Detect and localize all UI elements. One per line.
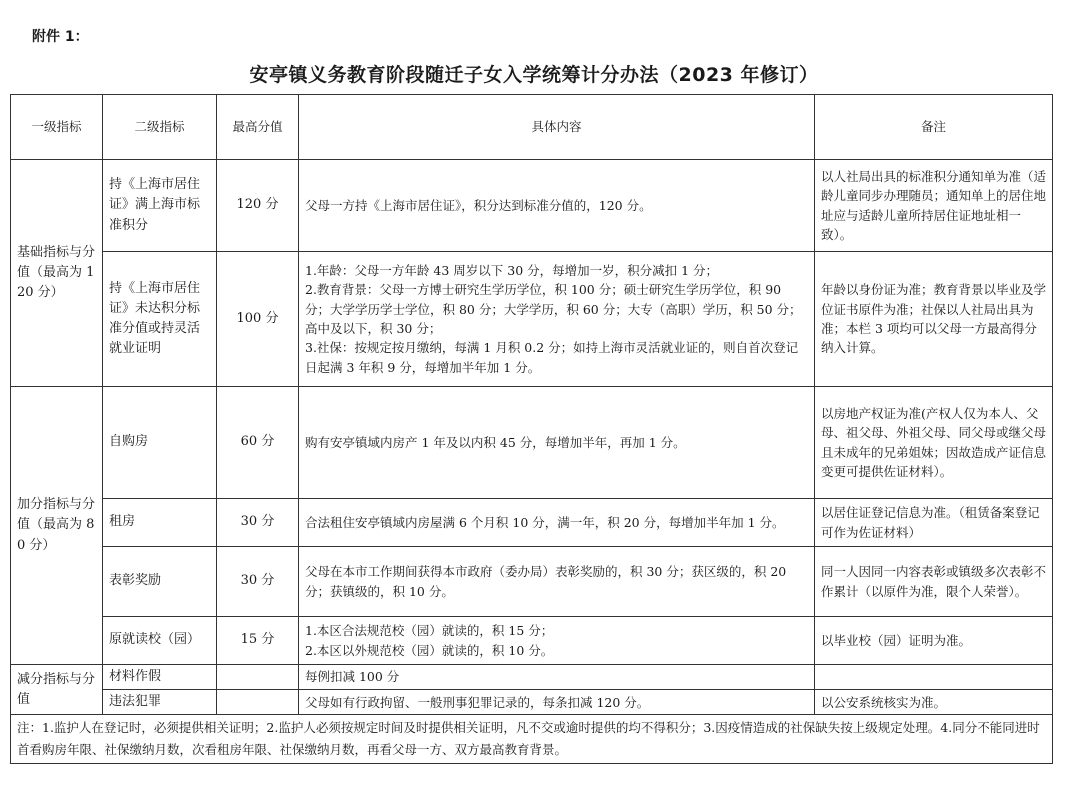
header-content: 具体内容 — [299, 95, 815, 160]
header-level1: 一级指标 — [11, 95, 103, 160]
group-label-bonus: 加分指标与分值（最高为 80 分） — [11, 387, 103, 665]
content-line: 1.本区合法规范校（园）就读的，积 15 分； — [305, 623, 554, 639]
note-cell: 同一人因同一内容表彰或镇级多次表彰不作累计（以原件为准，限个人荣誉）。 — [815, 547, 1053, 617]
content-cell — [299, 499, 815, 547]
max-score-cell: 120 分 — [217, 160, 299, 252]
content-cell — [299, 547, 815, 617]
table-row — [11, 160, 1053, 252]
max-score-cell: 100 分 — [217, 252, 299, 387]
content-line: 父母一方持《上海市居住证》，积分达到标准分值的，120 分。 — [305, 197, 652, 213]
content-cell — [299, 160, 815, 252]
max-score-cell: 30 分 — [217, 499, 299, 547]
level2-cell: 表彰奖励 — [103, 547, 217, 617]
table-row — [11, 617, 1053, 665]
table-row — [11, 387, 1053, 499]
note-cell: 以人社局出具的标准积分通知单为准（适龄儿童同步办理随员；通知单上的居住地址应与适龄儿童所持居住证地址相一致）。 — [815, 160, 1053, 252]
content-line: 合法租住安亭镇域内房屋满 6 个月积 10 分，满一年，积 20 分，每增加半年加 1 分。 — [305, 514, 785, 530]
note-cell: 以公安系统核实为准。 — [815, 690, 1053, 715]
note-cell: 以居住证登记信息为准。（租赁备案登记可作为佐证材料） — [815, 499, 1053, 547]
content-cell — [299, 617, 815, 665]
header-row — [11, 95, 1053, 160]
note-cell: 以毕业校（园）证明为准。 — [815, 617, 1053, 665]
level2-cell: 违法犯罪 — [103, 690, 217, 715]
max-score-cell — [217, 690, 299, 715]
level2-cell: 自购房 — [103, 387, 217, 499]
group-label-basic: 基础指标与分值（最高为 120 分） — [11, 160, 103, 387]
attachment-label: 附件 1： — [32, 29, 89, 45]
note-cell — [815, 665, 1053, 690]
content-line: 1.年龄：父母一方年龄 43 周岁以下 30 分，每增加一岁，积分减扣 1 分； — [305, 262, 719, 278]
content-cell — [299, 252, 815, 387]
max-score-cell — [217, 665, 299, 690]
content-line: 父母在本市工作期间获得本市政府（委办局）表彰奖励的，积 30 分；获区级的，积 20 分；获镇级的，积 10 分。 — [305, 564, 787, 599]
document-title: 安亭镇义务教育阶段随迁子女入学统筹计分办法（2023 年修订） — [249, 64, 819, 86]
level2-cell: 原就读校（园） — [103, 617, 217, 665]
max-score-cell: 60 分 — [217, 387, 299, 499]
content-line: 2.本区以外规范校（园）就读的，积 10 分。 — [305, 642, 554, 658]
group-label-deduction: 减分指标与分值 — [11, 665, 103, 715]
content-cell — [299, 690, 815, 715]
table-row — [11, 499, 1053, 547]
max-score-cell: 15 分 — [217, 617, 299, 665]
table-row — [11, 690, 1053, 715]
level2-cell: 材料作假 — [103, 665, 217, 690]
level2-cell: 持《上海市居住证》满上海市标准积分 — [103, 160, 217, 252]
level2-cell: 租房 — [103, 499, 217, 547]
content-line: 3.社保：按规定按月缴纳，每满 1 月积 0.2 分；如持上海市灵活就业证的，则自首次登记日起满 3 年积 9 分，每增加半年加 1 分。 — [305, 340, 799, 375]
scoring-table — [10, 94, 1053, 764]
content-line: 购有安亭镇域内房产 1 年及以内积 45 分，每增加半年，再加 1 分。 — [305, 434, 686, 450]
note-cell: 年龄以身份证为准；教育背景以毕业及学位证书原件为准；社保以人社局出具为准；本栏 3 项均可以父母一方最高得分纳入计算。 — [815, 252, 1053, 387]
header-max-score: 最高分值 — [217, 95, 299, 160]
content-cell — [299, 387, 815, 499]
header-level2: 二级指标 — [103, 95, 217, 160]
content-line: 每例扣减 100 分 — [305, 669, 400, 685]
content-cell — [299, 665, 815, 690]
content-line: 2.教育背景：父母一方博士研究生学历学位，积 100 分；硕士研究生学历学位，积 90 分；大学学历学士学位，积 80 分；大学学历，积 60 分；大专（高职）学历，积 50 分；高中及以下，积 30 分； — [305, 282, 802, 336]
table-row — [11, 665, 1053, 690]
content-line: 父母如有行政拘留、一般刑事犯罪记录的，每条扣减 120 分。 — [305, 694, 650, 710]
level2-cell: 持《上海市居住证》未达积分标准分值或持灵活就业证明 — [103, 252, 217, 387]
max-score-cell: 30 分 — [217, 547, 299, 617]
header-note: 备注 — [815, 95, 1053, 160]
footnote-row — [11, 715, 1053, 764]
table-row — [11, 547, 1053, 617]
note-cell: 以房地产权证为准(产权人仅为本人、父母、祖父母、外祖父母、同父母或继父母且未成年的兄弟姐妹；因故造成产证信息变更可提供佐证材料）。 — [815, 387, 1053, 499]
table-row — [11, 252, 1053, 387]
footnote: 注：1.监护人在登记时，必须提供相关证明；2.监护人必须按规定时间及时提供相关证明，凡不交或逾时提供的均不得积分；3.因疫情造成的社保缺失按上级规定处理。4.同分不能同进时首看购房年限、社保缴纳月数，次看租房年限、社保缴纳月数，再看父母一方、双方最高教育背景。 — [11, 715, 1053, 764]
